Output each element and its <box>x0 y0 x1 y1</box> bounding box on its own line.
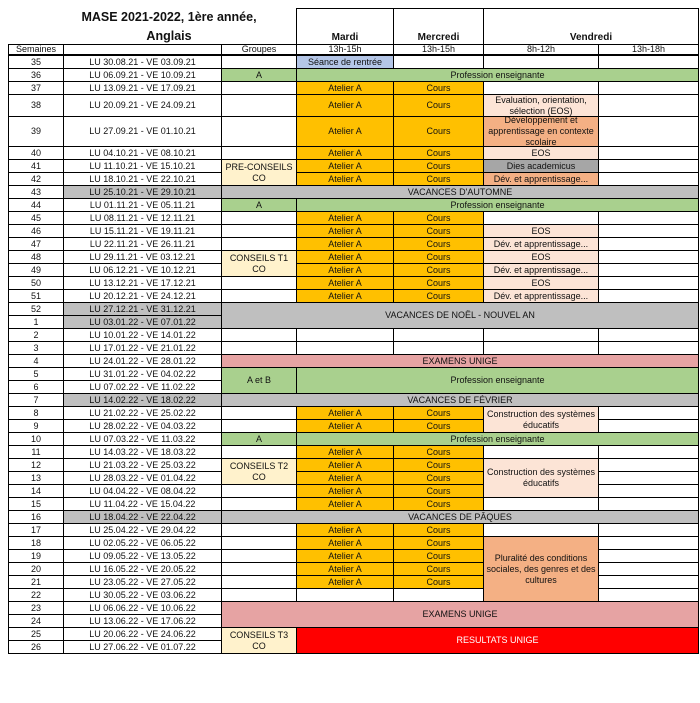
block-1: A <box>221 68 297 82</box>
atelier-cell: Atelier A <box>296 237 394 251</box>
block-21: A et B <box>221 367 297 394</box>
week-dates: LU 24.01.22 - VE 28.01.22 <box>63 354 222 368</box>
week-number: 15 <box>8 497 64 511</box>
empty-cell <box>221 276 297 290</box>
block-19: VACANCES DE NOËL - NOUVEL AN <box>221 302 699 329</box>
week-number: 9 <box>8 419 64 433</box>
empty-cell <box>598 419 699 433</box>
empty-cell <box>598 471 699 485</box>
empty-cell <box>598 562 699 576</box>
atelier-cell: Atelier A <box>296 116 394 147</box>
week-number: 47 <box>8 237 64 251</box>
week-dates: LU 22.11.21 - VE 26.11.21 <box>63 237 222 251</box>
week-dates: LU 20.06.22 - VE 24.06.22 <box>63 627 222 641</box>
week-dates: LU 09.05.22 - VE 13.05.22 <box>63 549 222 563</box>
week-dates: LU 27.06.22 - VE 01.07.22 <box>63 640 222 654</box>
cours-cell: Cours <box>393 250 484 264</box>
atelier-cell: Atelier A <box>296 562 394 576</box>
block-9: VACANCES D'AUTOMNE <box>221 185 699 199</box>
empty-cell <box>598 575 699 589</box>
block-5: EOS <box>483 146 599 160</box>
week-dates: LU 11.04.22 - VE 15.04.22 <box>63 497 222 511</box>
empty-cell <box>598 55 699 69</box>
week-dates: LU 15.11.21 - VE 19.11.21 <box>63 224 222 238</box>
week-dates: LU 20.09.21 - VE 24.09.21 <box>63 94 222 117</box>
empty-cell <box>598 445 699 459</box>
empty-cell <box>598 211 699 225</box>
empty-cell <box>393 588 484 602</box>
week-number: 45 <box>8 211 64 225</box>
week-number: 4 <box>8 354 64 368</box>
block-18: Dév. et apprentissage... <box>483 289 599 303</box>
week-number: 13 <box>8 471 64 485</box>
empty-cell <box>221 497 297 511</box>
week-number: 43 <box>8 185 64 199</box>
block-15: CONSEILS T1 CO <box>221 250 297 277</box>
cours-cell: Cours <box>393 81 484 95</box>
block-17: EOS <box>483 276 599 290</box>
empty-cell <box>221 341 297 355</box>
block-31: EXAMENS UNIGE <box>221 601 699 628</box>
empty-cell <box>296 588 394 602</box>
cours-cell: Cours <box>393 575 484 589</box>
week-number: 14 <box>8 484 64 498</box>
day-mardi: Mardi <box>331 32 359 43</box>
week-number: 5 <box>8 367 64 381</box>
empty-cell <box>221 146 297 160</box>
empty-cell <box>393 328 484 342</box>
week-number: 7 <box>8 393 64 407</box>
empty-cell <box>483 523 599 537</box>
time-mercredi: 13h-15h <box>393 44 484 55</box>
week-dates: LU 21.03.22 - VE 25.03.22 <box>63 458 222 472</box>
week-dates: LU 07.03.22 - VE 11.03.22 <box>63 432 222 446</box>
empty-cell <box>221 484 297 498</box>
week-dates: LU 28.03.22 - VE 01.04.22 <box>63 471 222 485</box>
week-dates: LU 13.09.21 - VE 17.09.21 <box>63 81 222 95</box>
cours-cell: Cours <box>393 523 484 537</box>
week-number: 11 <box>8 445 64 459</box>
empty-cell <box>598 224 699 238</box>
week-number: 49 <box>8 263 64 277</box>
week-number: 25 <box>8 627 64 641</box>
week-dates: LU 25.04.22 - VE 29.04.22 <box>63 523 222 537</box>
block-32: CONSEILS T3 CO <box>221 627 297 654</box>
block-0: Séance de rentrée <box>296 55 394 69</box>
week-dates: LU 30.05.22 - VE 03.06.22 <box>63 588 222 602</box>
week-number: 26 <box>8 640 64 654</box>
col-dates <box>63 44 222 55</box>
week-number: 18 <box>8 536 64 550</box>
cours-cell: Cours <box>393 536 484 550</box>
empty-cell <box>221 562 297 576</box>
empty-cell <box>393 341 484 355</box>
atelier-cell: Atelier A <box>296 81 394 95</box>
week-number: 3 <box>8 341 64 355</box>
day-mercredi: Mercredi <box>417 32 460 43</box>
cours-cell: Cours <box>393 211 484 225</box>
week-dates: LU 18.10.21 - VE 22.10.21 <box>63 172 222 186</box>
cours-cell: Cours <box>393 458 484 472</box>
empty-cell <box>221 588 297 602</box>
empty-cell <box>221 549 297 563</box>
atelier-cell: Atelier A <box>296 471 394 485</box>
week-dates: LU 03.01.22 - VE 07.01.22 <box>63 315 222 329</box>
cours-cell: Cours <box>393 146 484 160</box>
week-number: 2 <box>8 328 64 342</box>
time-vendredi-pm: 13h-18h <box>598 44 699 55</box>
empty-cell <box>598 536 699 550</box>
cours-cell: Cours <box>393 419 484 433</box>
block-8: Dév. et apprentissage... <box>483 172 599 186</box>
week-dates: LU 02.05.22 - VE 06.05.22 <box>63 536 222 550</box>
week-dates: LU 25.10.21 - VE 29.10.21 <box>63 185 222 199</box>
week-number: 51 <box>8 289 64 303</box>
atelier-cell: Atelier A <box>296 445 394 459</box>
page-title <box>64 8 274 46</box>
atelier-cell: Atelier A <box>296 211 394 225</box>
block-10: A <box>221 198 297 212</box>
week-number: 19 <box>8 549 64 563</box>
week-number: 20 <box>8 562 64 576</box>
cours-cell: Cours <box>393 159 484 173</box>
week-dates: LU 01.11.21 - VE 05.11.21 <box>63 198 222 212</box>
empty-cell <box>483 445 599 459</box>
empty-cell <box>598 588 699 602</box>
week-dates: LU 04.10.21 - VE 08.10.21 <box>63 146 222 160</box>
block-33: RESULTATS UNIGE <box>296 627 699 654</box>
block-14: EOS <box>483 250 599 264</box>
week-number: 48 <box>8 250 64 264</box>
week-dates: LU 16.05.22 - VE 20.05.22 <box>63 562 222 576</box>
week-number: 50 <box>8 276 64 290</box>
atelier-cell: Atelier A <box>296 549 394 563</box>
empty-cell <box>221 406 297 420</box>
week-number: 39 <box>8 116 64 147</box>
week-number: 44 <box>8 198 64 212</box>
atelier-cell: Atelier A <box>296 575 394 589</box>
cours-cell: Cours <box>393 497 484 511</box>
cours-cell: Cours <box>393 471 484 485</box>
atelier-cell: Atelier A <box>296 289 394 303</box>
title-line-2: Anglais <box>146 29 192 43</box>
block-28: Construction des systèmes éducatifs <box>483 458 599 498</box>
empty-cell <box>598 81 699 95</box>
empty-cell <box>483 211 599 225</box>
empty-cell <box>598 497 699 511</box>
atelier-cell: Atelier A <box>296 484 394 498</box>
week-dates: LU 04.04.22 - VE 08.04.22 <box>63 484 222 498</box>
week-dates: LU 31.01.22 - VE 04.02.22 <box>63 367 222 381</box>
empty-cell <box>598 263 699 277</box>
empty-cell <box>483 328 599 342</box>
empty-cell <box>598 94 699 117</box>
week-dates: LU 27.09.21 - VE 01.10.21 <box>63 116 222 147</box>
empty-cell <box>221 237 297 251</box>
block-6: Dies academicus <box>483 159 599 173</box>
week-number: 23 <box>8 601 64 615</box>
week-number: 21 <box>8 575 64 589</box>
cours-cell: Cours <box>393 445 484 459</box>
atelier-cell: Atelier A <box>296 276 394 290</box>
week-number: 6 <box>8 380 64 394</box>
block-20: EXAMENS UNIGE <box>221 354 699 368</box>
week-dates: LU 13.06.22 - VE 17.06.22 <box>63 614 222 628</box>
week-dates: LU 06.12.21 - VE 10.12.21 <box>63 263 222 277</box>
cours-cell: Cours <box>393 406 484 420</box>
week-number: 12 <box>8 458 64 472</box>
block-26: Profession enseignante <box>296 432 699 446</box>
week-number: 8 <box>8 406 64 420</box>
week-dates: LU 21.02.22 - VE 25.02.22 <box>63 406 222 420</box>
cours-cell: Cours <box>393 94 484 117</box>
empty-cell <box>598 250 699 264</box>
empty-cell <box>221 81 297 95</box>
empty-cell <box>598 289 699 303</box>
cours-cell: Cours <box>393 276 484 290</box>
empty-cell <box>598 172 699 186</box>
week-dates: LU 06.06.22 - VE 10.06.22 <box>63 601 222 615</box>
week-number: 40 <box>8 146 64 160</box>
cours-cell: Cours <box>393 263 484 277</box>
cours-cell: Cours <box>393 289 484 303</box>
block-23: VACANCES DE FÉVRIER <box>221 393 699 407</box>
week-dates: LU 14.03.22 - VE 18.03.22 <box>63 445 222 459</box>
atelier-cell: Atelier A <box>296 419 394 433</box>
week-number: 17 <box>8 523 64 537</box>
empty-cell <box>483 341 599 355</box>
empty-cell <box>221 419 297 433</box>
title-line-1: MASE 2021-2022, 1ère année, <box>81 10 257 24</box>
week-dates: LU 08.11.21 - VE 12.11.21 <box>63 211 222 225</box>
week-number: 46 <box>8 224 64 238</box>
block-30: Pluralité des conditions sociales, des genres et des cultures <box>483 536 599 602</box>
atelier-cell: Atelier A <box>296 172 394 186</box>
empty-cell <box>221 575 297 589</box>
block-29: VACANCES DE PÂQUES <box>221 510 699 524</box>
time-mardi: 13h-15h <box>296 44 394 55</box>
col-semaines: Semaines <box>8 44 64 55</box>
empty-cell <box>221 328 297 342</box>
empty-cell <box>296 328 394 342</box>
atelier-cell: Atelier A <box>296 406 394 420</box>
empty-cell <box>221 224 297 238</box>
week-dates: LU 06.09.21 - VE 10.09.21 <box>63 68 222 82</box>
empty-cell <box>296 341 394 355</box>
cours-cell: Cours <box>393 237 484 251</box>
empty-cell <box>221 523 297 537</box>
empty-cell <box>221 116 297 147</box>
empty-cell <box>393 55 484 69</box>
block-13: Dév. et apprentissage... <box>483 237 599 251</box>
week-dates: LU 20.12.21 - VE 24.12.21 <box>63 289 222 303</box>
empty-cell <box>483 497 599 511</box>
week-number: 36 <box>8 68 64 82</box>
week-dates: LU 13.12.21 - VE 17.12.21 <box>63 276 222 290</box>
week-number: 52 <box>8 302 64 316</box>
cours-cell: Cours <box>393 116 484 147</box>
week-number: 35 <box>8 55 64 69</box>
week-dates: LU 11.10.21 - VE 15.10.21 <box>63 159 222 173</box>
cours-cell: Cours <box>393 549 484 563</box>
week-dates: LU 23.05.22 - VE 27.05.22 <box>63 575 222 589</box>
empty-cell <box>598 484 699 498</box>
empty-cell <box>598 146 699 160</box>
week-dates: LU 14.02.22 - VE 18.02.22 <box>63 393 222 407</box>
atelier-cell: Atelier A <box>296 536 394 550</box>
cours-cell: Cours <box>393 484 484 498</box>
empty-cell <box>221 445 297 459</box>
atelier-cell: Atelier A <box>296 159 394 173</box>
empty-cell <box>221 289 297 303</box>
empty-cell <box>598 328 699 342</box>
day-vendredi: Vendredi <box>569 32 613 43</box>
atelier-cell: Atelier A <box>296 224 394 238</box>
empty-cell <box>221 94 297 117</box>
cours-cell: Cours <box>393 224 484 238</box>
empty-cell <box>598 523 699 537</box>
week-number: 38 <box>8 94 64 117</box>
empty-cell <box>598 458 699 472</box>
atelier-cell: Atelier A <box>296 146 394 160</box>
empty-cell <box>598 116 699 147</box>
empty-cell <box>483 81 599 95</box>
col-groupes: Groupes <box>221 44 297 55</box>
week-number: 22 <box>8 588 64 602</box>
atelier-cell: Atelier A <box>296 497 394 511</box>
cours-cell: Cours <box>393 172 484 186</box>
block-24: Construction des systèmes éducatifs <box>483 406 599 433</box>
week-number: 37 <box>8 81 64 95</box>
empty-cell <box>598 276 699 290</box>
week-number: 10 <box>8 432 64 446</box>
block-12: EOS <box>483 224 599 238</box>
empty-cell <box>221 55 297 69</box>
block-11: Profession enseignante <box>296 198 699 212</box>
week-number: 1 <box>8 315 64 329</box>
week-dates: LU 30.08.21 - VE 03.09.21 <box>63 55 222 69</box>
week-dates: LU 28.02.22 - VE 04.03.22 <box>63 419 222 433</box>
week-number: 16 <box>8 510 64 524</box>
block-16: Dév. et apprentissage... <box>483 263 599 277</box>
week-dates: LU 10.01.22 - VE 14.01.22 <box>63 328 222 342</box>
atelier-cell: Atelier A <box>296 523 394 537</box>
block-4: Développement et apprentissage en contexte scolaire <box>483 116 599 147</box>
week-dates: LU 29.11.21 - VE 03.12.21 <box>63 250 222 264</box>
empty-cell <box>221 536 297 550</box>
week-dates: LU 27.12.21 - VE 31.12.21 <box>63 302 222 316</box>
empty-cell <box>598 341 699 355</box>
week-dates: LU 18.04.22 - VE 22.04.22 <box>63 510 222 524</box>
time-vendredi-am: 8h-12h <box>483 44 599 55</box>
block-22: Profession enseignante <box>296 367 699 394</box>
block-25: A <box>221 432 297 446</box>
atelier-cell: Atelier A <box>296 263 394 277</box>
week-dates: LU 17.01.22 - VE 21.01.22 <box>63 341 222 355</box>
block-27: CONSEILS T2 CO <box>221 458 297 485</box>
empty-cell <box>598 159 699 173</box>
week-number: 24 <box>8 614 64 628</box>
empty-cell <box>598 406 699 420</box>
week-number: 42 <box>8 172 64 186</box>
empty-cell <box>598 237 699 251</box>
week-dates: LU 07.02.22 - VE 11.02.22 <box>63 380 222 394</box>
atelier-cell: Atelier A <box>296 458 394 472</box>
empty-cell <box>598 549 699 563</box>
empty-cell <box>221 211 297 225</box>
block-7: PRE-CONSEILS CO <box>221 159 297 186</box>
empty-cell <box>483 55 599 69</box>
week-number: 41 <box>8 159 64 173</box>
block-2: Profession enseignante <box>296 68 699 82</box>
atelier-cell: Atelier A <box>296 250 394 264</box>
cours-cell: Cours <box>393 562 484 576</box>
atelier-cell: Atelier A <box>296 94 394 117</box>
block-3: Evaluation, orientation, sélection (EOS) <box>483 94 599 117</box>
